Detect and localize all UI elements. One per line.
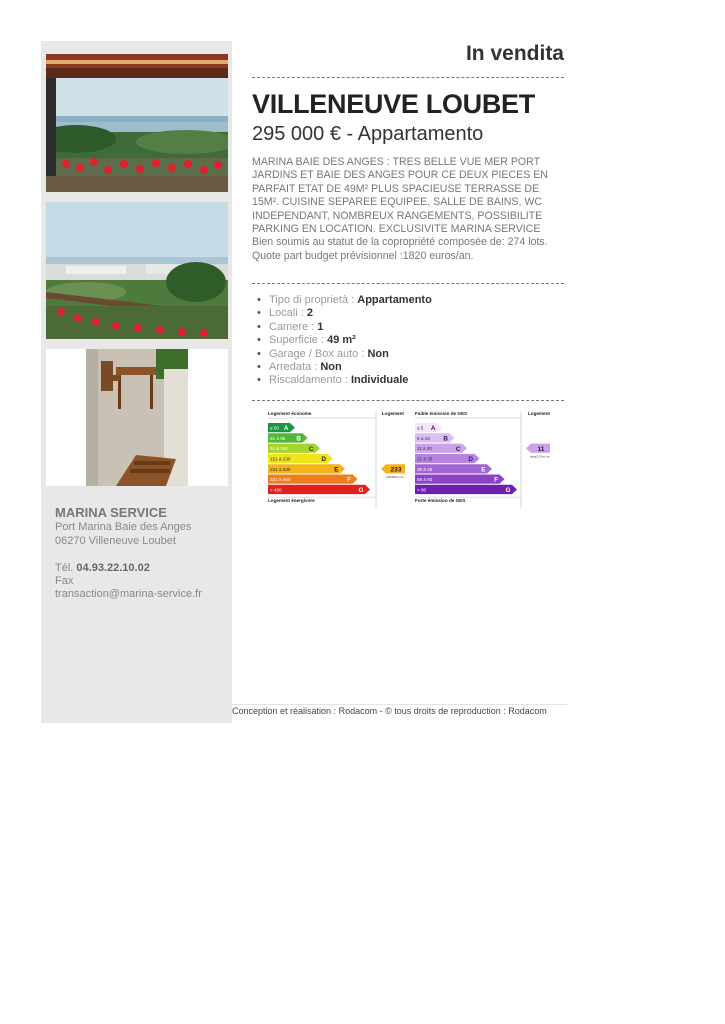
spec-value: Non xyxy=(320,361,342,374)
chart-bottom-label: Logement énergivore xyxy=(268,498,315,504)
marina-panorama-photo[interactable] xyxy=(46,202,228,339)
spec-furnished xyxy=(252,361,564,374)
divider xyxy=(252,283,564,284)
spec-label: Arredata : xyxy=(269,361,321,374)
rating-range-label: 36 à 55 xyxy=(417,466,433,472)
rating-value: 233 xyxy=(390,466,402,474)
rating-range-label: > 80 xyxy=(417,487,427,493)
spec-label: Superficie : xyxy=(269,334,328,347)
rating-letter: A xyxy=(430,425,436,433)
spec-value: Individuale xyxy=(350,374,409,387)
rating-value: 11 xyxy=(537,445,545,453)
rating-range-label: 231 à 330 xyxy=(270,466,291,472)
rating-letter: C xyxy=(455,445,461,453)
rating-unit: kgéqCO2/m².an xyxy=(530,454,550,459)
description-main: MARINA BAIE DES ANGES : TRES BELLE VUE MER PORT JARDINS ET BAIE DES ANGES POUR CE DEUX PIECES EN PARFAIT ETAT DE 49M² PLUS SPACIEUSE TERRASSE DE 15M². CUISINE SEPAREE EQUIPEE, SALLE DE BAINS, WC INDEPENDANT, NOMBREUX RANGEMENTS, POSSIBILITE PARKING EN LOCATION. EXCLUSIVITE MARINA SERVICE xyxy=(252,156,548,236)
spec-surface xyxy=(252,334,564,347)
rating-letter: G xyxy=(358,487,364,494)
chart-column-label: Logement xyxy=(382,411,404,416)
rating-letter: G xyxy=(505,487,511,494)
energy-rating-chart xyxy=(266,408,406,514)
rating-letter: E xyxy=(334,466,339,474)
rating-range-label: ≤ 5 xyxy=(417,425,424,431)
rating-range-label: 51 à 90 xyxy=(270,435,286,441)
agency-fax: Fax xyxy=(55,575,74,587)
rating-range-label: 21 à 35 xyxy=(417,456,433,462)
description-copro: Bien soumis au statut de la copropriété composée de: 274 lots. Quote part budget prévisionnel :1820 euros/an. xyxy=(252,236,548,262)
spec-label: Camere : xyxy=(269,320,318,333)
rating-letter: F xyxy=(347,476,351,484)
spec-bedrooms xyxy=(252,321,564,334)
spec-rooms xyxy=(252,307,564,320)
property-specs-list xyxy=(252,294,564,388)
chart-bottom-label: Forte émission de GES xyxy=(415,498,466,504)
divider xyxy=(252,400,564,401)
spec-value: 2 xyxy=(306,307,314,320)
footer-credits: Conception et réalisation : Rodacom - © tous droits de reproduction : Rodacom xyxy=(232,706,547,716)
spec-garage xyxy=(252,348,564,361)
ges-rating-chart xyxy=(413,408,551,514)
rating-letter: B xyxy=(296,435,301,443)
agency-email[interactable]: transaction@marina-service.fr xyxy=(55,588,202,600)
spec-value: 1 xyxy=(317,320,324,333)
agency-phone xyxy=(55,562,150,574)
rating-range-label: 56 à 80 xyxy=(417,477,433,483)
agency-address-line2: 06270 Villeneuve Loubet xyxy=(55,535,176,547)
spec-heating xyxy=(252,374,564,387)
divider xyxy=(252,77,564,78)
spec-value: Non xyxy=(367,347,389,360)
spec-value: 49 m² xyxy=(327,334,356,347)
agency-name: MARINA SERVICE xyxy=(55,505,167,520)
listing-status: In vendita xyxy=(465,42,564,65)
agency-address-line1: Port Marina Baie des Anges xyxy=(55,521,192,533)
rating-letter: D xyxy=(321,456,326,464)
phone-label: Tél. xyxy=(55,562,77,574)
rating-letter: E xyxy=(481,466,486,474)
spec-label: Riscaldamento : xyxy=(269,374,351,387)
rating-letter: A xyxy=(283,425,289,433)
listing-city: VILLENEUVE LOUBET xyxy=(252,89,535,119)
terrace-furniture-photo[interactable] xyxy=(46,349,228,486)
rating-letter: B xyxy=(443,435,448,443)
phone-number[interactable]: 04.93.22.10.02 xyxy=(76,562,150,574)
footer-divider xyxy=(232,704,567,705)
rating-range-label: ≤ 50 xyxy=(270,425,279,431)
balcony-sea-view-photo[interactable] xyxy=(46,54,228,192)
chart-title: Faible émission de GES xyxy=(415,411,468,416)
rating-letter: F xyxy=(494,476,498,484)
rating-bar xyxy=(415,485,517,494)
rating-range-label: 11 à 20 xyxy=(417,446,432,452)
rating-bar xyxy=(268,485,370,494)
chart-column-label: Logement xyxy=(528,411,550,416)
rating-unit: kWhEP/m².an xyxy=(386,474,404,479)
rating-range-label: 151 à 230 xyxy=(270,456,291,462)
rating-letter: C xyxy=(308,445,314,453)
listing-price: 295 000 € - Appartamento xyxy=(252,123,484,145)
spec-label: Garage / Box auto : xyxy=(269,347,368,360)
rating-range-label: 331 à 450 xyxy=(270,477,291,483)
spec-label: Tipo di proprietà : xyxy=(269,294,358,306)
rating-letter: D xyxy=(468,456,473,464)
rating-range-label: 91 à 150 xyxy=(270,446,288,452)
listing-description xyxy=(252,156,564,263)
rating-range-label: > 450 xyxy=(270,487,282,493)
spec-value: Appartamento xyxy=(357,294,432,306)
chart-title: Logement économe xyxy=(268,411,312,416)
rating-range-label: 6 à 10 xyxy=(417,435,430,441)
spec-type xyxy=(252,294,564,307)
spec-label: Locali : xyxy=(269,307,307,320)
